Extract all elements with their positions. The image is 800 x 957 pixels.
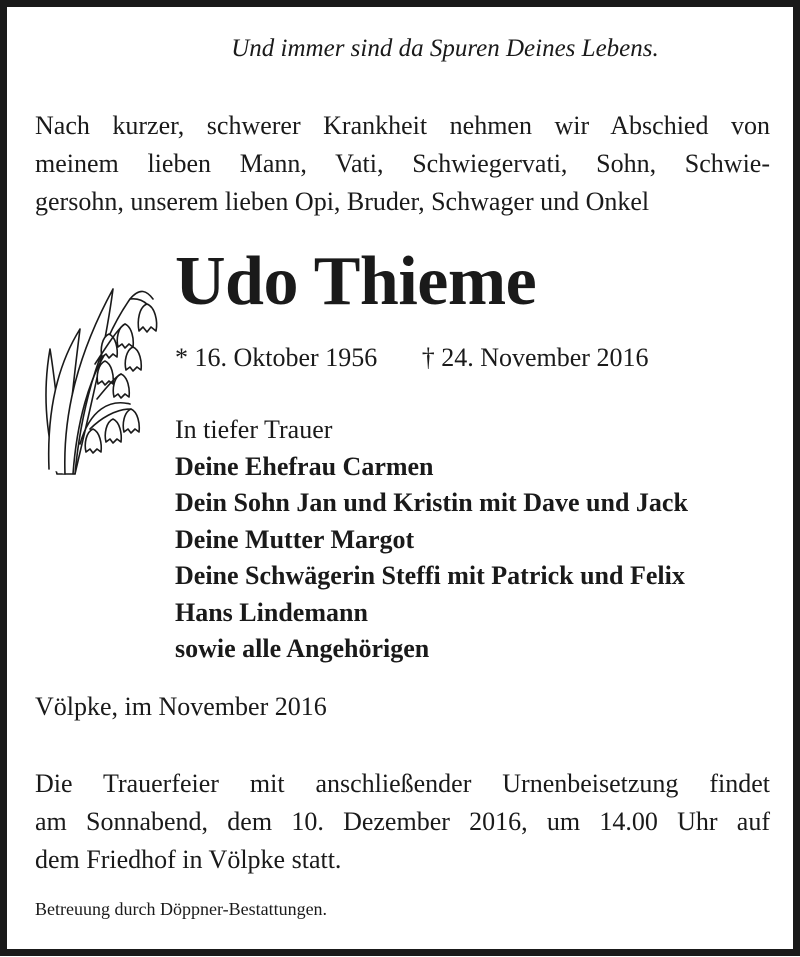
intro-line: meinem lieben Mann, Vati, Schwiegervati, Sohn, Schwie- (35, 149, 770, 178)
motto: Und immer sind da Spuren Deines Lebens. (231, 35, 659, 62)
mourner-line: Deine Mutter Margot (175, 524, 415, 554)
ceremony-line: dem Friedhof in Völpke statt. (35, 845, 342, 874)
funeral-home-note: Betreuung durch Döppner-Bestattungen. (35, 899, 328, 919)
ceremony-line: am Sonnabend, dem 10. Dezember 2016, um 14.00 Uhr auf (35, 807, 770, 836)
ceremony-line: Die Trauerfeier mit anschließender Urnenbeisetzung findet (35, 769, 770, 798)
ceremony-text (35, 765, 770, 879)
death-date: † 24. November 2016 (421, 343, 649, 372)
mourners-list (175, 412, 688, 668)
mourner-line: Hans Lindemann (175, 597, 368, 627)
intro-line: gersohn, unserem lieben Opi, Bruder, Schwager und Onkel (35, 187, 650, 216)
place-date: Völpke, im November 2016 (35, 692, 327, 721)
deceased-name: Udo Thieme (175, 243, 537, 320)
mourner-line: Deine Ehefrau Carmen (175, 451, 434, 481)
intro-line: Nach kurzer, schwerer Krankheit nehmen wir Abschied von (35, 111, 770, 140)
intro-text (35, 107, 770, 221)
mourner-line: sowie alle Angehörigen (175, 634, 430, 663)
life-dates (175, 343, 648, 373)
birth-date: * 16. Oktober 1956 (175, 343, 378, 372)
lily-of-the-valley-icon (35, 269, 165, 479)
mourner-line: Dein Sohn Jan und Kristin mit Dave und Jack (175, 488, 688, 517)
mourners-heading: In tiefer Trauer (175, 415, 333, 444)
mourner-line: Deine Schwägerin Steffi mit Patrick und Felix (175, 561, 685, 590)
